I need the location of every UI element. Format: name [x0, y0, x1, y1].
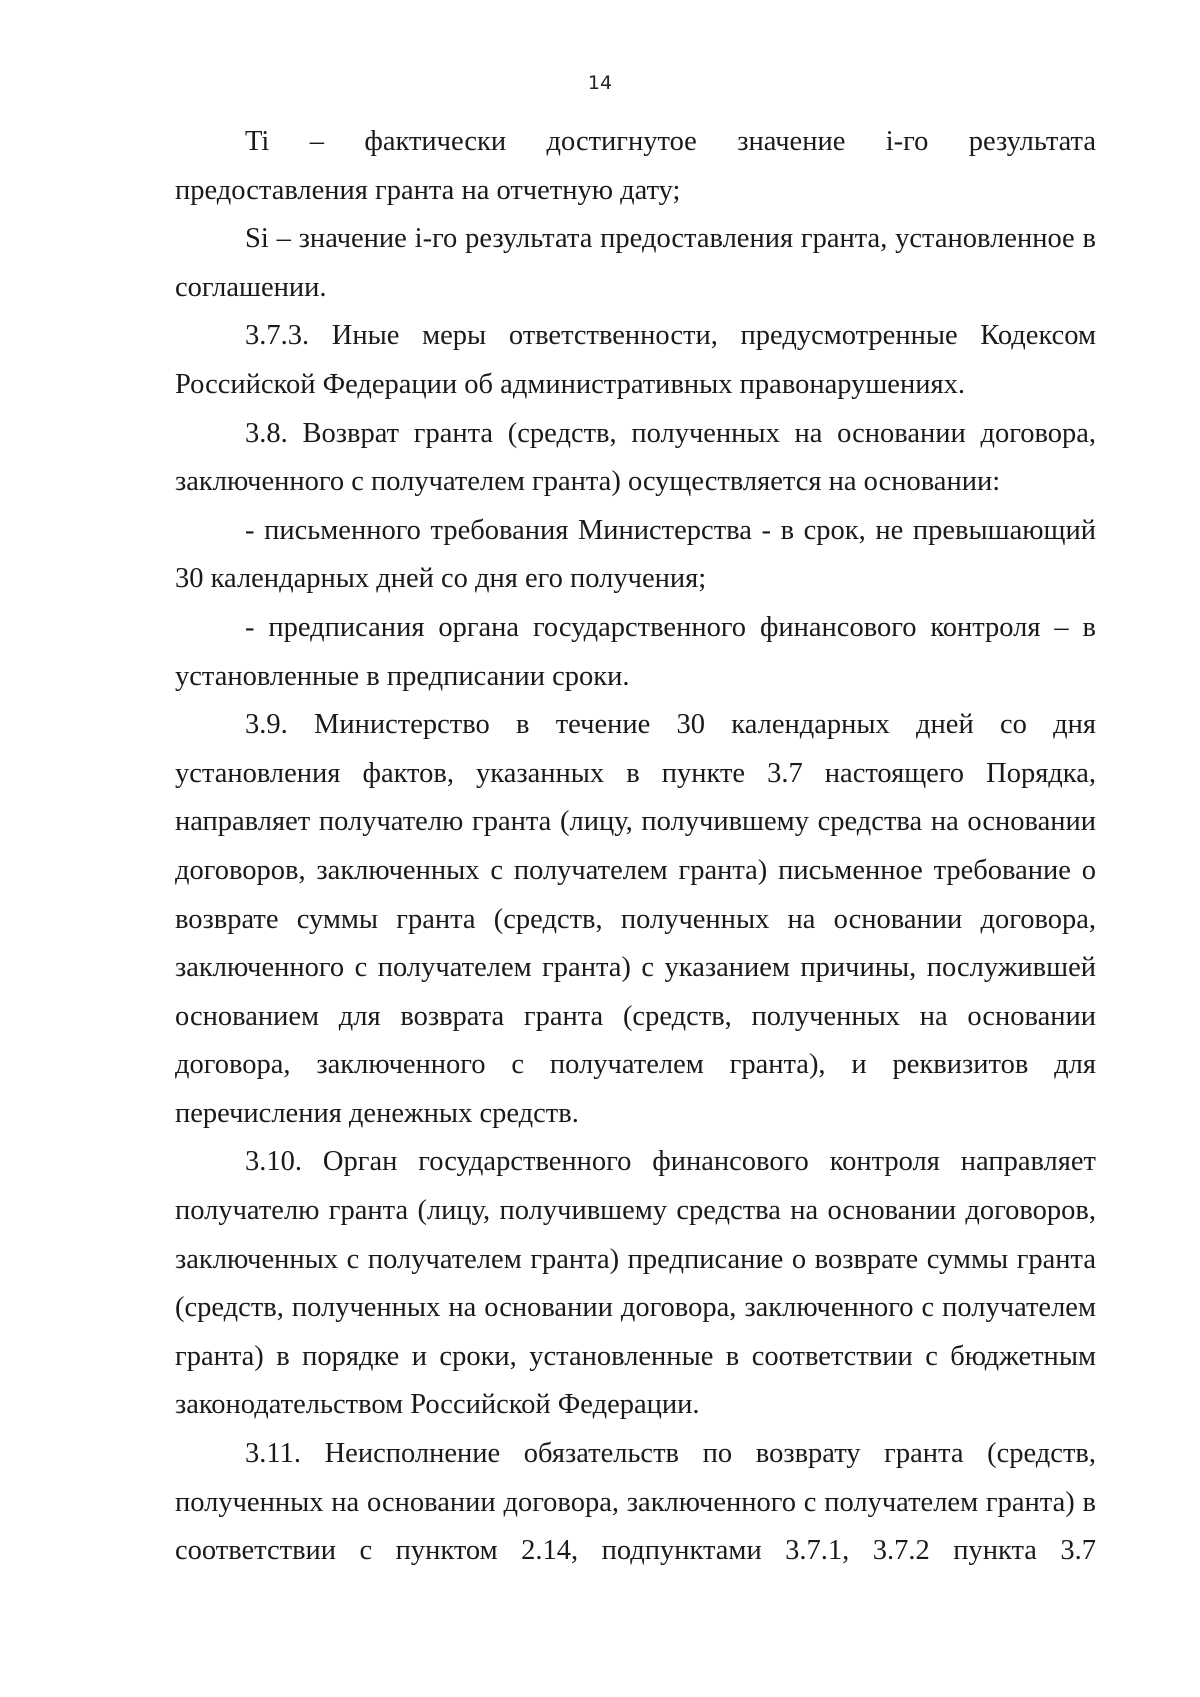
paragraph-ti-definition: Ti – фактически достигнутое значение i-го результата предоставления гранта на отчетную дату; — [175, 126, 1096, 206]
page-number: 14 — [587, 72, 613, 94]
list-item-written-requirement: - письменного требования Министерства - в срок, не превышающий 30 календарных дней со дня его получения; — [175, 514, 1096, 595]
paragraph-3-8: 3.8. Возврат гранта (средств, полученных на основании договора, заключенного с получателем гранта) осуществляется на основании: — [175, 417, 1096, 498]
paragraph-si-definition: Si – значение i-го результата предоставления гранта, установленное в соглашении. — [175, 223, 1096, 303]
paragraph-3-10: 3.10. Орган государственного финансового контроля направляет получателю гранта (лицу, получившему средства на основании договоров, заключенных с получателем гранта) предписание о возврате суммы гранта (средств, полученных на основании договора, заключенного с получателем гранта) в порядке и сроки, установленные в соответствии с бюджетным законодательством Российской Федерации. — [175, 1146, 1096, 1421]
paragraph-3-9: 3.9. Министерство в течение 30 календарных дней со дня установления фактов, указанных в пункте 3.7 настоящего Порядка, направляет получателю гранта (лицу, получившему средства на основании договоров, заключенных с получателем гранта) письменное требование о возврате суммы гранта (средств, полученных на основании договора, заключенного с получателем гранта) с указанием причины, послужившей основанием для возврата гранта (средств, полученных на основании договора, заключенного с получателем гранта), и реквизитов для перечисления денежных средств. — [175, 709, 1096, 1129]
list-item-control-order: - предписания органа государственного финансового контроля – в установленные в предписании сроки. — [175, 611, 1096, 692]
paragraph-3-7-3: 3.7.3. Иные меры ответственности, предусмотренные Кодексом Российской Федерации об административных правонарушениях. — [175, 320, 1096, 400]
paragraph-3-11: 3.11. Неисполнение обязательств по возврату гранта (средств, полученных на основании договора, заключенного с получателем гранта) в соответствии с пунктом 2.14, подпунктами 3.7.1, 3.7.2 пункта 3.7 — [175, 1438, 1096, 1567]
document-body — [175, 118, 1096, 1576]
